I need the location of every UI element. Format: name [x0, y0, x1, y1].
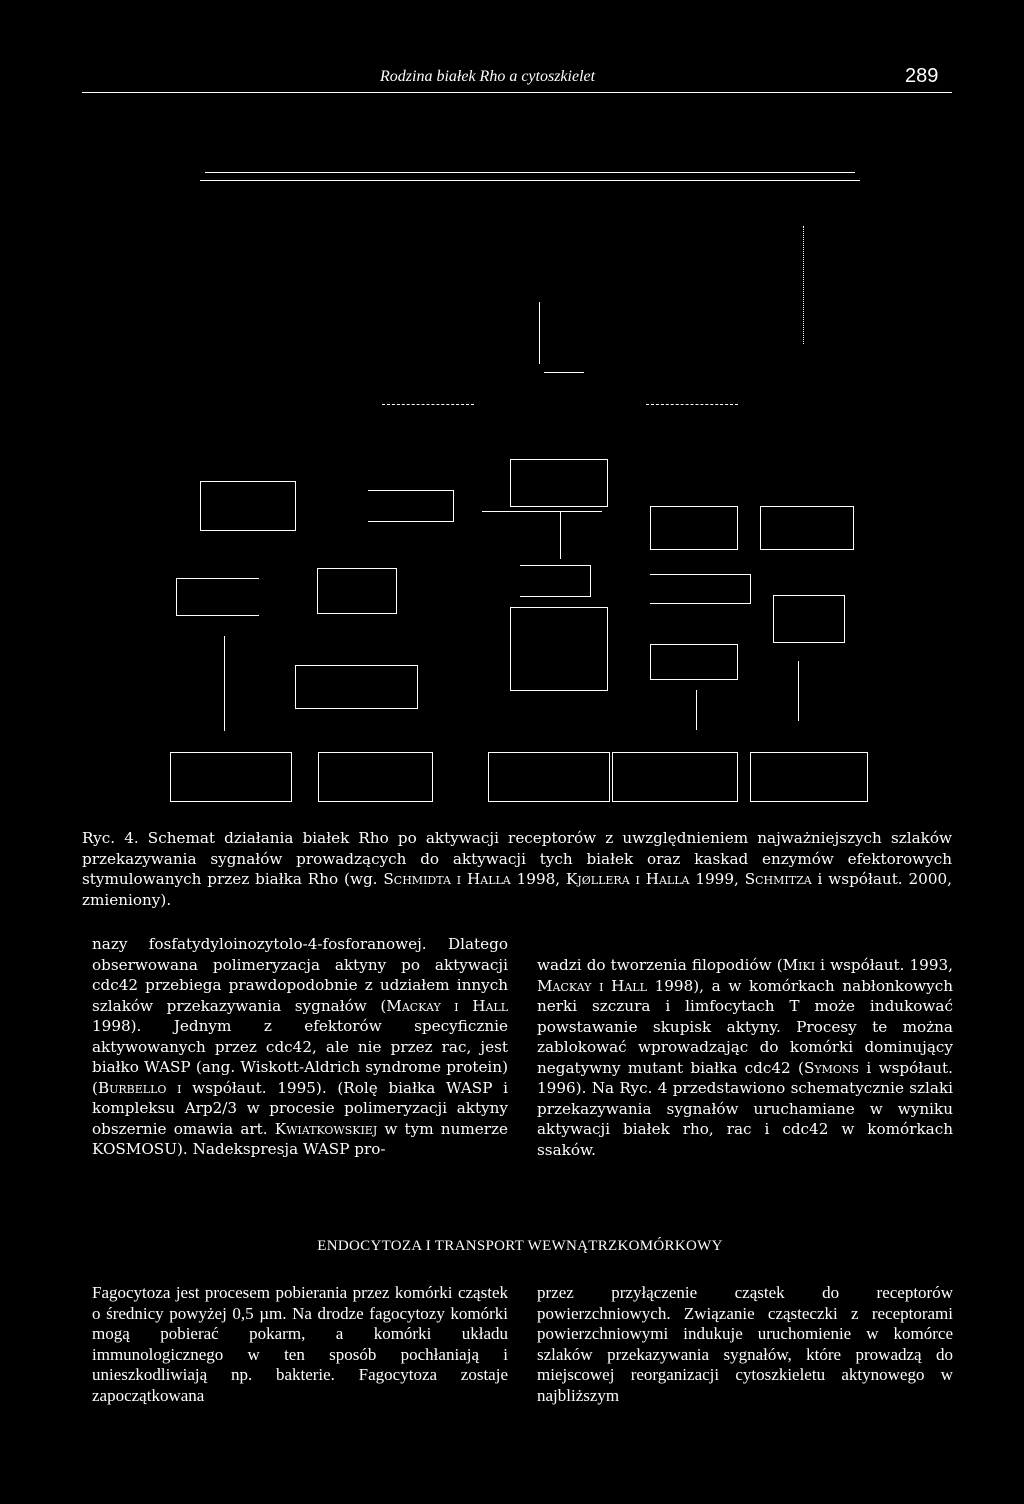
body-column-right: [537, 955, 953, 1160]
diagram-box: [510, 459, 608, 507]
diagram-box: [170, 752, 292, 802]
paragraph: przez przyłączenie cząstek do receptorów powierzchniowych. Związanie cząsteczki z receptorami powierzchniowymi indukuje uruchomienie w komórce szlaków przekazywania sygnałów, które prowadzą do miejscowej reorganizacji cytoszkieletu aktynowego w najbliższym: [537, 1283, 953, 1405]
diagram-box: [760, 506, 854, 550]
diagram-connector: [696, 690, 697, 730]
body-column-left: [92, 934, 508, 1160]
page-number: 289: [905, 65, 939, 87]
diagram-connector: [544, 372, 584, 373]
section-heading: ENDOCYTOZA I TRANSPORT WEWNĄTRZKOMÓRKOWY: [317, 1238, 723, 1254]
diagram-top-line: [205, 172, 855, 173]
diagram-box: [510, 607, 608, 691]
diagram-connector: [539, 302, 540, 364]
diagram-connector: [798, 661, 799, 721]
diagram-box: [773, 595, 845, 643]
diagram-box: [488, 752, 610, 802]
diagram-box: [317, 568, 397, 614]
running-title: Rodzina białek Rho a cytoszkielet: [380, 68, 596, 85]
diagram-box: [612, 752, 738, 802]
diagram-connector: [224, 636, 225, 731]
diagram-box-open: [650, 574, 751, 604]
section-column-right: [537, 1283, 953, 1406]
diagram-box-open: [176, 578, 259, 616]
diagram-box: [200, 481, 296, 531]
section-column-left: [92, 1283, 508, 1406]
diagram-top-line-2: [200, 180, 860, 181]
diagram-dotted-connector: [803, 226, 804, 344]
diagram-connector: [560, 511, 561, 559]
diagram-box: [750, 752, 868, 802]
diagram-box-open: [520, 565, 591, 597]
paragraph: Fagocytoza jest procesem pobierania przez komórki cząstek o średnicy powyżej 0,5 µm. Na drodze fagocytozy komórki mogą pobierać pokarm, a komórki układu immunologicznego w ten sposób pochłaniają i unieszkodliwiają np. bakterie. Fagocytoza zostaje zapoczątkowana: [92, 1283, 508, 1405]
diagram-box: [318, 752, 433, 802]
diagram-dashed-arrow: [646, 404, 738, 405]
diagram-box: [295, 665, 418, 709]
paragraph: wadzi do tworzenia filopodiów (Miki i współaut. 1993, Mackay i Hall 1998), a w komórkach nabłonkowych nerki szczura i limfocytach T może indukować powstawanie skupisk aktyny. Procesy te można zablokować wprowadzając do komórki dominujący negatywny mutant białka cdc42 (Symons i współaut. 1996). Na Ryc. 4 przedstawiono schematycznie szlaki przekazywania sygnałów uruchamiane w wyniku aktywacji białek rho, rac i cdc42 w komórkach ssaków.: [537, 956, 953, 1159]
diagram-dashed-arrow: [382, 404, 474, 405]
diagram-connector: [482, 511, 602, 512]
paragraph: nazy fosfatydyloinozytolo-4-fosforanowej. Dlatego obserwowana polimeryzacja aktyny po aktywacji cdc42 przebiega prawdopodobnie z udziałem innych szlaków przekazywania sygnałów (Mackay i Hall 1998). Jednym z efektorów specyficznie aktywowanych przez cdc42, ale nie przez rac, jest białko WASP (ang. Wiskott-Aldrich syndrome protein) (Burbello i współaut. 1995). (Rolę białka WASP i kompleksu Arp2/3 w procesie polimeryzacji aktyny obszernie omawia art. Kwiatkowskiej w tym numerze KOSMOSU). Nadekspresja WASP pro-: [92, 935, 508, 1158]
figure-caption: Ryc. 4. Schemat działania białek Rho po aktywacji receptorów z uwzględnieniem najważniejszych szlaków przekazywania sygnałów prowadzących do aktywacji tych białek oraz kaskad enzymów efektorowych stymulowanych przez białka Rho (wg. Schmidta i Halla 1998, Kjøllera i Halla 1999, Schmitza i współaut. 2000, zmieniony).: [82, 829, 952, 909]
diagram-box-open: [368, 490, 454, 522]
diagram-box: [650, 506, 738, 550]
diagram-box: [650, 644, 738, 680]
